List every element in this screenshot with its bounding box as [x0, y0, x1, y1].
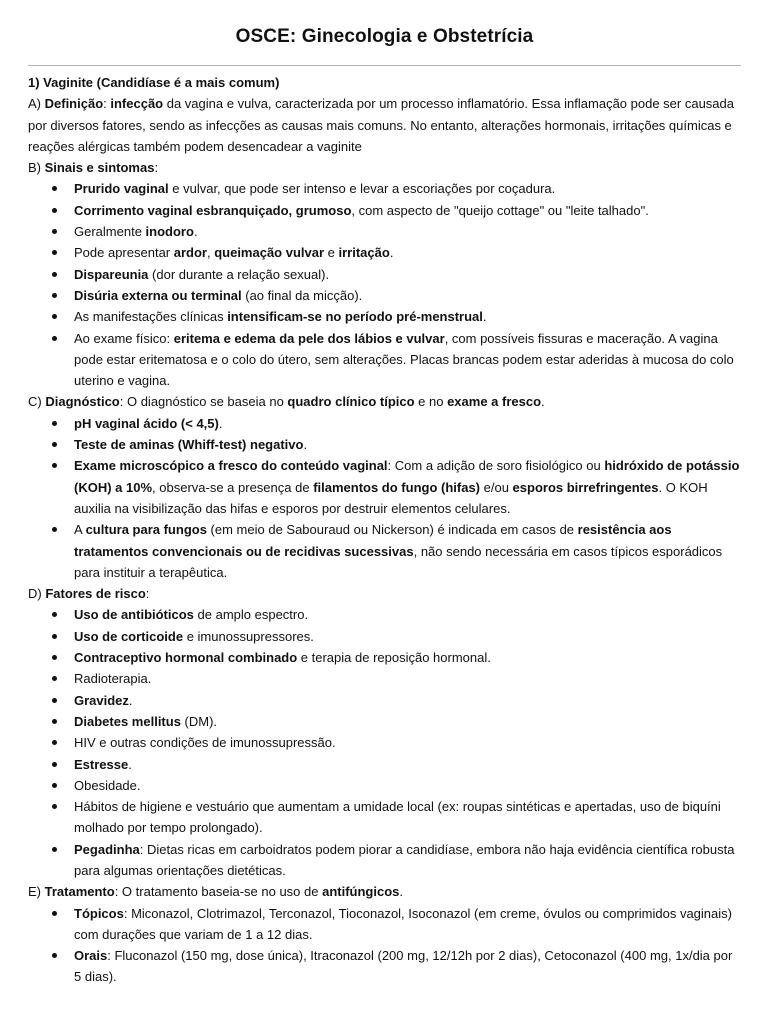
- bold-run: Corrimento vaginal esbranquiçado, grumoso: [74, 202, 352, 218]
- section-label: Tratamento: [44, 884, 115, 900]
- symptoms-list: [28, 178, 741, 391]
- section-heading: 1) Vaginite (Candidíase é a mais comum): [28, 75, 280, 90]
- text-run: : Fluconazol (150 mg, dose única), Itraconazol (200 mg, 12/12h por 2 dias), Cetoconazol (400 mg, 1x/dia por 5 dias).: [74, 948, 733, 985]
- bold-run: Dispareunia: [74, 266, 149, 282]
- text-run: : O tratamento baseia-se no uso de: [114, 884, 323, 900]
- bold-run: quadro clínico típico: [287, 394, 415, 410]
- text-run: :: [145, 586, 150, 602]
- bold-run: resistência aos tratamentos convencionais ou de recidivas sucessivas: [74, 522, 672, 559]
- list-item: [28, 285, 741, 306]
- section-prefix: B): [28, 160, 45, 176]
- bold-run: Contraceptivo hormonal combinado: [74, 650, 298, 666]
- diagnosis-list: [28, 413, 741, 583]
- text-run: .: [399, 884, 404, 900]
- symptoms-heading: [28, 157, 741, 178]
- list-item: [28, 626, 741, 647]
- bold-run: eritema e edema da pele dos lábios e vulvar: [173, 330, 445, 346]
- list-item: [28, 604, 741, 625]
- title-divider: [28, 65, 741, 66]
- bold-run: Disúria externa ou terminal: [74, 287, 242, 303]
- text-run: : Miconazol, Clotrimazol, Terconazol, Tioconazol, Isoconazol (em creme, óvulos ou comprimidos vaginais) com durações que variam de 1 a 12 dias.: [74, 905, 732, 942]
- bold-run: infecção: [110, 96, 164, 112]
- bold-run: hidróxido de potássio (KOH) a 10%: [74, 458, 740, 495]
- risk-factors-heading: [28, 583, 741, 604]
- list-item: [28, 178, 741, 199]
- list-item: [28, 647, 741, 668]
- bold-run: ardor: [173, 245, 207, 261]
- list-item: [28, 903, 741, 946]
- text-run: Geralmente: [74, 224, 146, 240]
- section-prefix: C): [28, 394, 46, 410]
- bold-run: Exame microscópico a fresco do conteúdo vaginal: [74, 458, 388, 474]
- text-run: e: [324, 245, 339, 261]
- text-run: As manifestações clínicas: [74, 309, 228, 325]
- list-item: [28, 306, 741, 327]
- text-run: e imunossupressores.: [183, 628, 314, 644]
- text-run: ,: [206, 245, 215, 261]
- treatment-list: [28, 903, 741, 988]
- bold-run: Pegadinha: [74, 841, 140, 857]
- list-item: [28, 434, 741, 455]
- text-run: (em meio de Sabouraud ou Nickerson) é indicada em casos de: [206, 522, 578, 538]
- text-run: e vulvar, que pode ser intenso e levar a escoriações por coçadura.: [168, 181, 556, 197]
- bold-run: queimação vulvar: [214, 245, 325, 261]
- bold-run: Estresse: [74, 756, 129, 772]
- text-run: .: [389, 245, 394, 261]
- text-run: : Dietas ricas em carboidratos podem piorar a candidíase, embora não haja evidência científica robusta para algumas orientações dietéticas.: [74, 841, 735, 878]
- text-run: Obesidade.: [74, 777, 141, 793]
- bold-run: Uso de antibióticos: [74, 607, 194, 623]
- bold-run: esporos birrefringentes: [512, 479, 659, 495]
- list-item: [28, 455, 741, 519]
- list-item: [28, 328, 741, 392]
- list-item: [28, 200, 741, 221]
- text-run: .: [482, 309, 487, 325]
- list-item: [28, 732, 741, 753]
- bold-run: intensificam-se no período pré-menstrual: [227, 309, 483, 325]
- list-item: [28, 839, 741, 882]
- bold-run: irritação: [338, 245, 390, 261]
- section-label: Definição: [44, 96, 104, 112]
- section-label: Fatores de risco: [45, 586, 146, 602]
- text-run: , com aspecto de "queijo cottage" ou "leite talhado".: [351, 202, 649, 218]
- list-item: [28, 242, 741, 263]
- text-run: Radioterapia.: [74, 671, 152, 687]
- section-label: Diagnóstico: [45, 394, 120, 410]
- text-run: .: [541, 394, 545, 410]
- bold-run: filamentos do fungo (hifas): [313, 479, 481, 495]
- text-run: , observa-se a presença de: [152, 479, 314, 495]
- text-run: .: [303, 437, 308, 453]
- text-run: . O KOH auxilia na visibilização das hifas e esporos por destruir elementos celulares.: [74, 479, 708, 516]
- bold-run: Diabetes mellitus: [74, 713, 181, 729]
- text-run: de amplo espectro.: [193, 607, 309, 623]
- section-prefix: D): [28, 586, 46, 602]
- text-run: e terapia de reposição hormonal.: [297, 650, 491, 666]
- diagnosis-paragraph: [28, 391, 741, 412]
- text-run: .: [218, 415, 223, 431]
- list-item: [28, 711, 741, 732]
- text-run: : O diagnóstico se baseia no: [119, 394, 288, 410]
- bold-run: inodoro: [145, 224, 194, 240]
- bold-run: Teste de aminas (Whiff-test) negativo: [74, 437, 304, 453]
- list-item: [28, 221, 741, 242]
- text-run: Ao exame físico:: [74, 330, 174, 346]
- list-item: [28, 945, 741, 988]
- list-item: [28, 796, 741, 839]
- list-item: [28, 668, 741, 689]
- document-body: [28, 72, 741, 988]
- text-run: .: [128, 756, 132, 772]
- text-run: e/ou: [480, 479, 513, 495]
- text-run: Pode apresentar: [74, 245, 174, 261]
- text-run: :: [103, 96, 111, 112]
- section-prefix: A): [28, 96, 45, 112]
- treatment-paragraph: [28, 881, 741, 902]
- bold-run: exame a fresco: [447, 394, 542, 410]
- text-run: .: [193, 224, 198, 240]
- text-run: Hábitos de higiene e vestuário que aumentam a umidade local (ex: roupas sintéticas e apertadas, uso de biquíni molhado por tempo prolongado).: [74, 799, 721, 836]
- list-item: [28, 754, 741, 775]
- text-run: .: [128, 692, 133, 708]
- text-run: A: [74, 522, 86, 538]
- bold-run: antifúngicos: [322, 884, 400, 900]
- section-prefix: E): [28, 884, 45, 900]
- text-run: :: [154, 160, 159, 176]
- bold-run: Prurido vaginal: [74, 181, 169, 197]
- bold-run: Orais: [74, 948, 108, 964]
- definition-paragraph: [28, 93, 741, 157]
- text-run: : Com a adição de soro fisiológico ou: [387, 458, 605, 474]
- bold-run: cultura para fungos: [85, 522, 207, 538]
- list-item: [28, 775, 741, 796]
- bold-run: pH vaginal ácido (< 4,5): [74, 415, 219, 431]
- text-run: (DM).: [180, 713, 218, 729]
- text-run: e no: [414, 394, 448, 410]
- text-run: , não sendo necessária em casos típicos esporádicos para instituir a terapêutica.: [74, 543, 723, 580]
- bold-run: Uso de corticoide: [74, 628, 184, 644]
- text-run: (ao final da micção).: [241, 287, 363, 303]
- list-item: [28, 264, 741, 285]
- list-item: [28, 690, 741, 711]
- text-run: (dor durante a relação sexual).: [148, 266, 330, 282]
- text-run: , com possíveis fissuras e maceração. A vagina pode estar eritematosa e o colo do útero, sem alterações. Placas brancas podem estar aderidas à mucosa do colo uterino e vagina.: [74, 330, 734, 389]
- section-label: Sinais e sintomas: [44, 160, 155, 176]
- text-run: da vagina e vulva, caracterizada por um processo inflamatório. Essa inflamação pode ser causada por diversos fatores, sendo as infecções as causas mais comuns. No entanto, alterações hormonais, irritações químicas e reações alérgicas também podem desencadear a vaginite: [28, 96, 734, 154]
- bold-run: Tópicos: [74, 905, 124, 921]
- risk-factors-list: [28, 604, 741, 881]
- list-item: [28, 519, 741, 583]
- list-item: [28, 413, 741, 434]
- text-run: HIV e outras condições de imunossupressão.: [74, 735, 336, 751]
- page-title: OSCE: Ginecologia e Obstetrícia: [235, 26, 534, 47]
- bold-run: Gravidez: [74, 692, 129, 708]
